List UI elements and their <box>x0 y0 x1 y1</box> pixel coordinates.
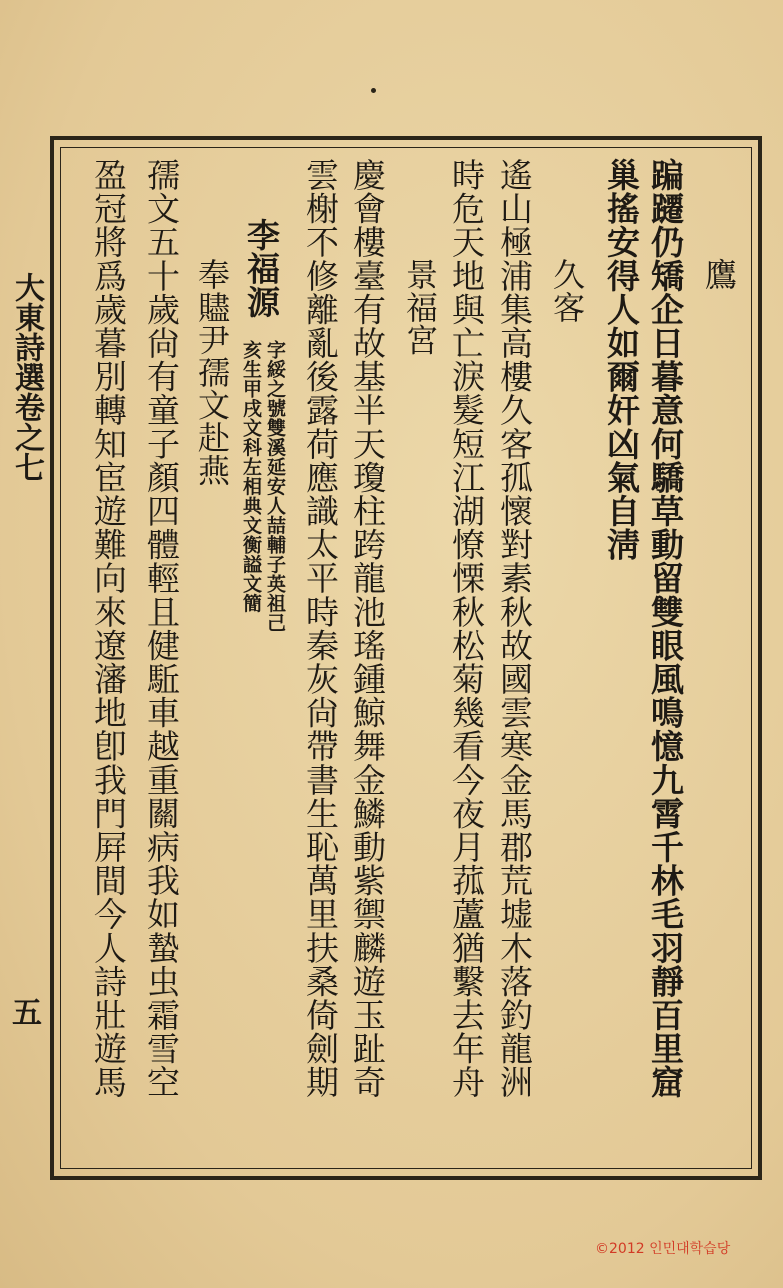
author-note-right: 字綏之號雙溪延安人喆輔子英祖己 <box>264 340 286 633</box>
poem-title-gyeongbok-palace: 景福宮 <box>401 258 439 356</box>
author-name: 李福源 <box>242 218 281 319</box>
poem-title-hawk: 鷹 <box>700 258 738 291</box>
ink-dot <box>371 88 376 93</box>
poem-line: 慶會樓臺有故基半天瓊柱跨龍池瑤鍾鯨舞金鱗動紫禦麟遊玉趾奇 <box>348 158 387 1099</box>
poem-line: 蹁躚仍矯企日暮意何驕草動留雙眼風鳴憶九霄千林毛羽靜百里窟 <box>646 158 685 1099</box>
copyright-watermark: ©2012 인민대학습당 <box>595 1241 731 1257</box>
poem-line: 巢搖安得人如爾奸凶氣自淸 <box>602 158 641 562</box>
poem-line: 盈冠將爲歲暮別轉知宦遊難向來遼瀋地卽我門屛間今人詩壯遊馬 <box>89 158 128 1099</box>
poem-title-farewell: 奉贐尹孺文赴燕 <box>193 258 231 487</box>
poem-line: 遙山極浦集高樓久客孤懷對素秋故國雲寒金馬郡荒墟木落釣龍洲 <box>495 158 534 1099</box>
margin-book-title: 大東詩選卷之七 <box>9 272 44 482</box>
poem-title-long-guest: 久客 <box>548 258 586 324</box>
poem-line: 雲榭不修離亂後露荷應識太平時秦灰尙帶書生恥萬里扶桑倚劍期 <box>301 158 340 1099</box>
author-note-left: 亥生甲戌文科左相典文衡謚文簡 <box>240 340 262 613</box>
poem-line: 孺文五十歲尙有童子顏四體輕且健駈車越重關病我如蟄虫霜雪空 <box>142 158 181 1099</box>
poem-line: 時危天地與亡淚髮短江湖憭慄秋松菊幾看今夜月菰蘆猶繫去年舟 <box>447 158 486 1099</box>
page-number: 五 <box>12 996 42 1031</box>
